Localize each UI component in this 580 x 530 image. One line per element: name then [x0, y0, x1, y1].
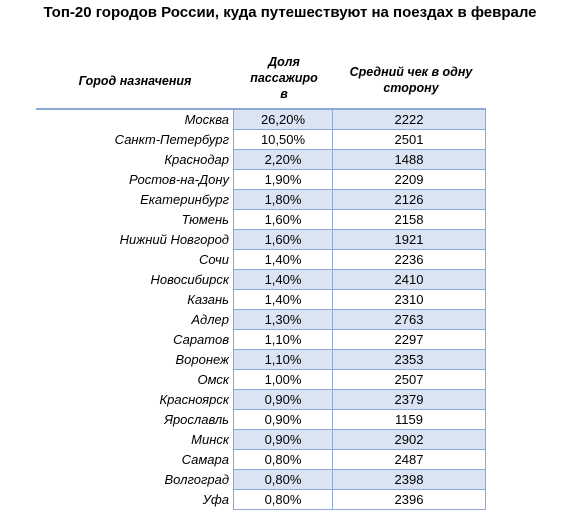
table-row [36, 470, 486, 490]
city-cell: Нижний Новгород [119, 232, 229, 247]
city-cell: Волгоград [164, 472, 229, 487]
check-cell: 2396 [333, 490, 486, 510]
check-cell: 2410 [333, 270, 486, 290]
chart-title: Топ-20 городов России, куда путешествуют на поездах в феврале [43, 4, 537, 21]
column-header-city: Город назначения [78, 74, 192, 88]
column-header-check-line: сторону [383, 81, 439, 95]
city-cell: Самара [181, 452, 229, 467]
check-cell: 2353 [333, 350, 486, 370]
table-row [36, 490, 486, 510]
city-cell: Уфа [202, 492, 229, 507]
city-cell: Адлер [191, 312, 229, 327]
data-table [36, 108, 486, 510]
city-cell: Ростов-на-Дону [128, 172, 229, 187]
share-cell: 1,10% [233, 350, 333, 370]
city-cell: Красноярск [159, 392, 229, 407]
share-cell: 2,20% [233, 150, 333, 170]
share-cell: 26,20% [233, 110, 333, 130]
share-cell: 1,60% [233, 230, 333, 250]
share-cell: 1,40% [233, 290, 333, 310]
check-cell: 2902 [333, 430, 486, 450]
share-cell: 1,30% [233, 310, 333, 330]
share-cell: 1,00% [233, 370, 333, 390]
table-row [36, 370, 486, 390]
city-cell: Минск [191, 432, 229, 447]
table-row [36, 410, 486, 430]
table-row [36, 150, 486, 170]
table-row [36, 130, 486, 150]
column-header-check [336, 64, 486, 96]
table-row [36, 310, 486, 330]
check-cell: 2379 [333, 390, 486, 410]
share-cell: 1,80% [233, 190, 333, 210]
city-cell: Санкт-Петербург [114, 132, 229, 147]
check-cell: 2222 [333, 110, 486, 130]
share-cell: 0,90% [233, 390, 333, 410]
table-row [36, 330, 486, 350]
share-cell: 0,90% [233, 410, 333, 430]
check-cell: 2398 [333, 470, 486, 490]
column-header-share-line: в [280, 87, 288, 101]
city-cell: Казань [187, 292, 229, 307]
city-cell: Тюмень [181, 212, 229, 227]
city-cell: Воронеж [175, 352, 229, 367]
table-row [36, 230, 486, 250]
check-cell: 2126 [333, 190, 486, 210]
share-cell: 0,80% [233, 470, 333, 490]
table-row [36, 110, 486, 130]
table-row [36, 170, 486, 190]
table-row [36, 210, 486, 230]
city-cell: Ярославль [164, 412, 229, 427]
check-cell: 2501 [333, 130, 486, 150]
check-cell: 1159 [333, 410, 486, 430]
table-row [36, 450, 486, 470]
check-cell: 2297 [333, 330, 486, 350]
share-cell: 1,40% [233, 250, 333, 270]
table-row [36, 430, 486, 450]
share-cell: 1,40% [233, 270, 333, 290]
check-cell: 1921 [333, 230, 486, 250]
share-cell: 1,90% [233, 170, 333, 190]
check-cell: 2310 [333, 290, 486, 310]
city-cell: Саратов [173, 332, 229, 347]
city-cell: Москва [184, 112, 229, 127]
share-cell: 1,10% [233, 330, 333, 350]
check-cell: 1488 [333, 150, 486, 170]
column-header-share-line: Доля [268, 55, 300, 69]
check-cell: 2507 [333, 370, 486, 390]
column-header-check-line: Средний чек в одну [349, 65, 473, 79]
table-row [36, 290, 486, 310]
city-cell: Омск [197, 372, 229, 387]
share-cell: 0,90% [233, 430, 333, 450]
check-cell: 2236 [333, 250, 486, 270]
column-header-share-line: пассажиро [250, 71, 318, 85]
column-header-share [236, 54, 332, 102]
city-cell: Краснодар [164, 152, 229, 167]
share-cell: 0,80% [233, 490, 333, 510]
check-cell: 2487 [333, 450, 486, 470]
share-cell: 10,50% [233, 130, 333, 150]
share-cell: 1,60% [233, 210, 333, 230]
table-row [36, 390, 486, 410]
table-row [36, 270, 486, 290]
city-cell: Екатеринбург [140, 192, 229, 207]
share-cell: 0,80% [233, 450, 333, 470]
city-cell: Новосибирск [150, 272, 229, 287]
city-cell: Сочи [199, 252, 229, 267]
table-row [36, 250, 486, 270]
check-cell: 2763 [333, 310, 486, 330]
check-cell: 2209 [333, 170, 486, 190]
table-row [36, 190, 486, 210]
table-row [36, 350, 486, 370]
check-cell: 2158 [333, 210, 486, 230]
